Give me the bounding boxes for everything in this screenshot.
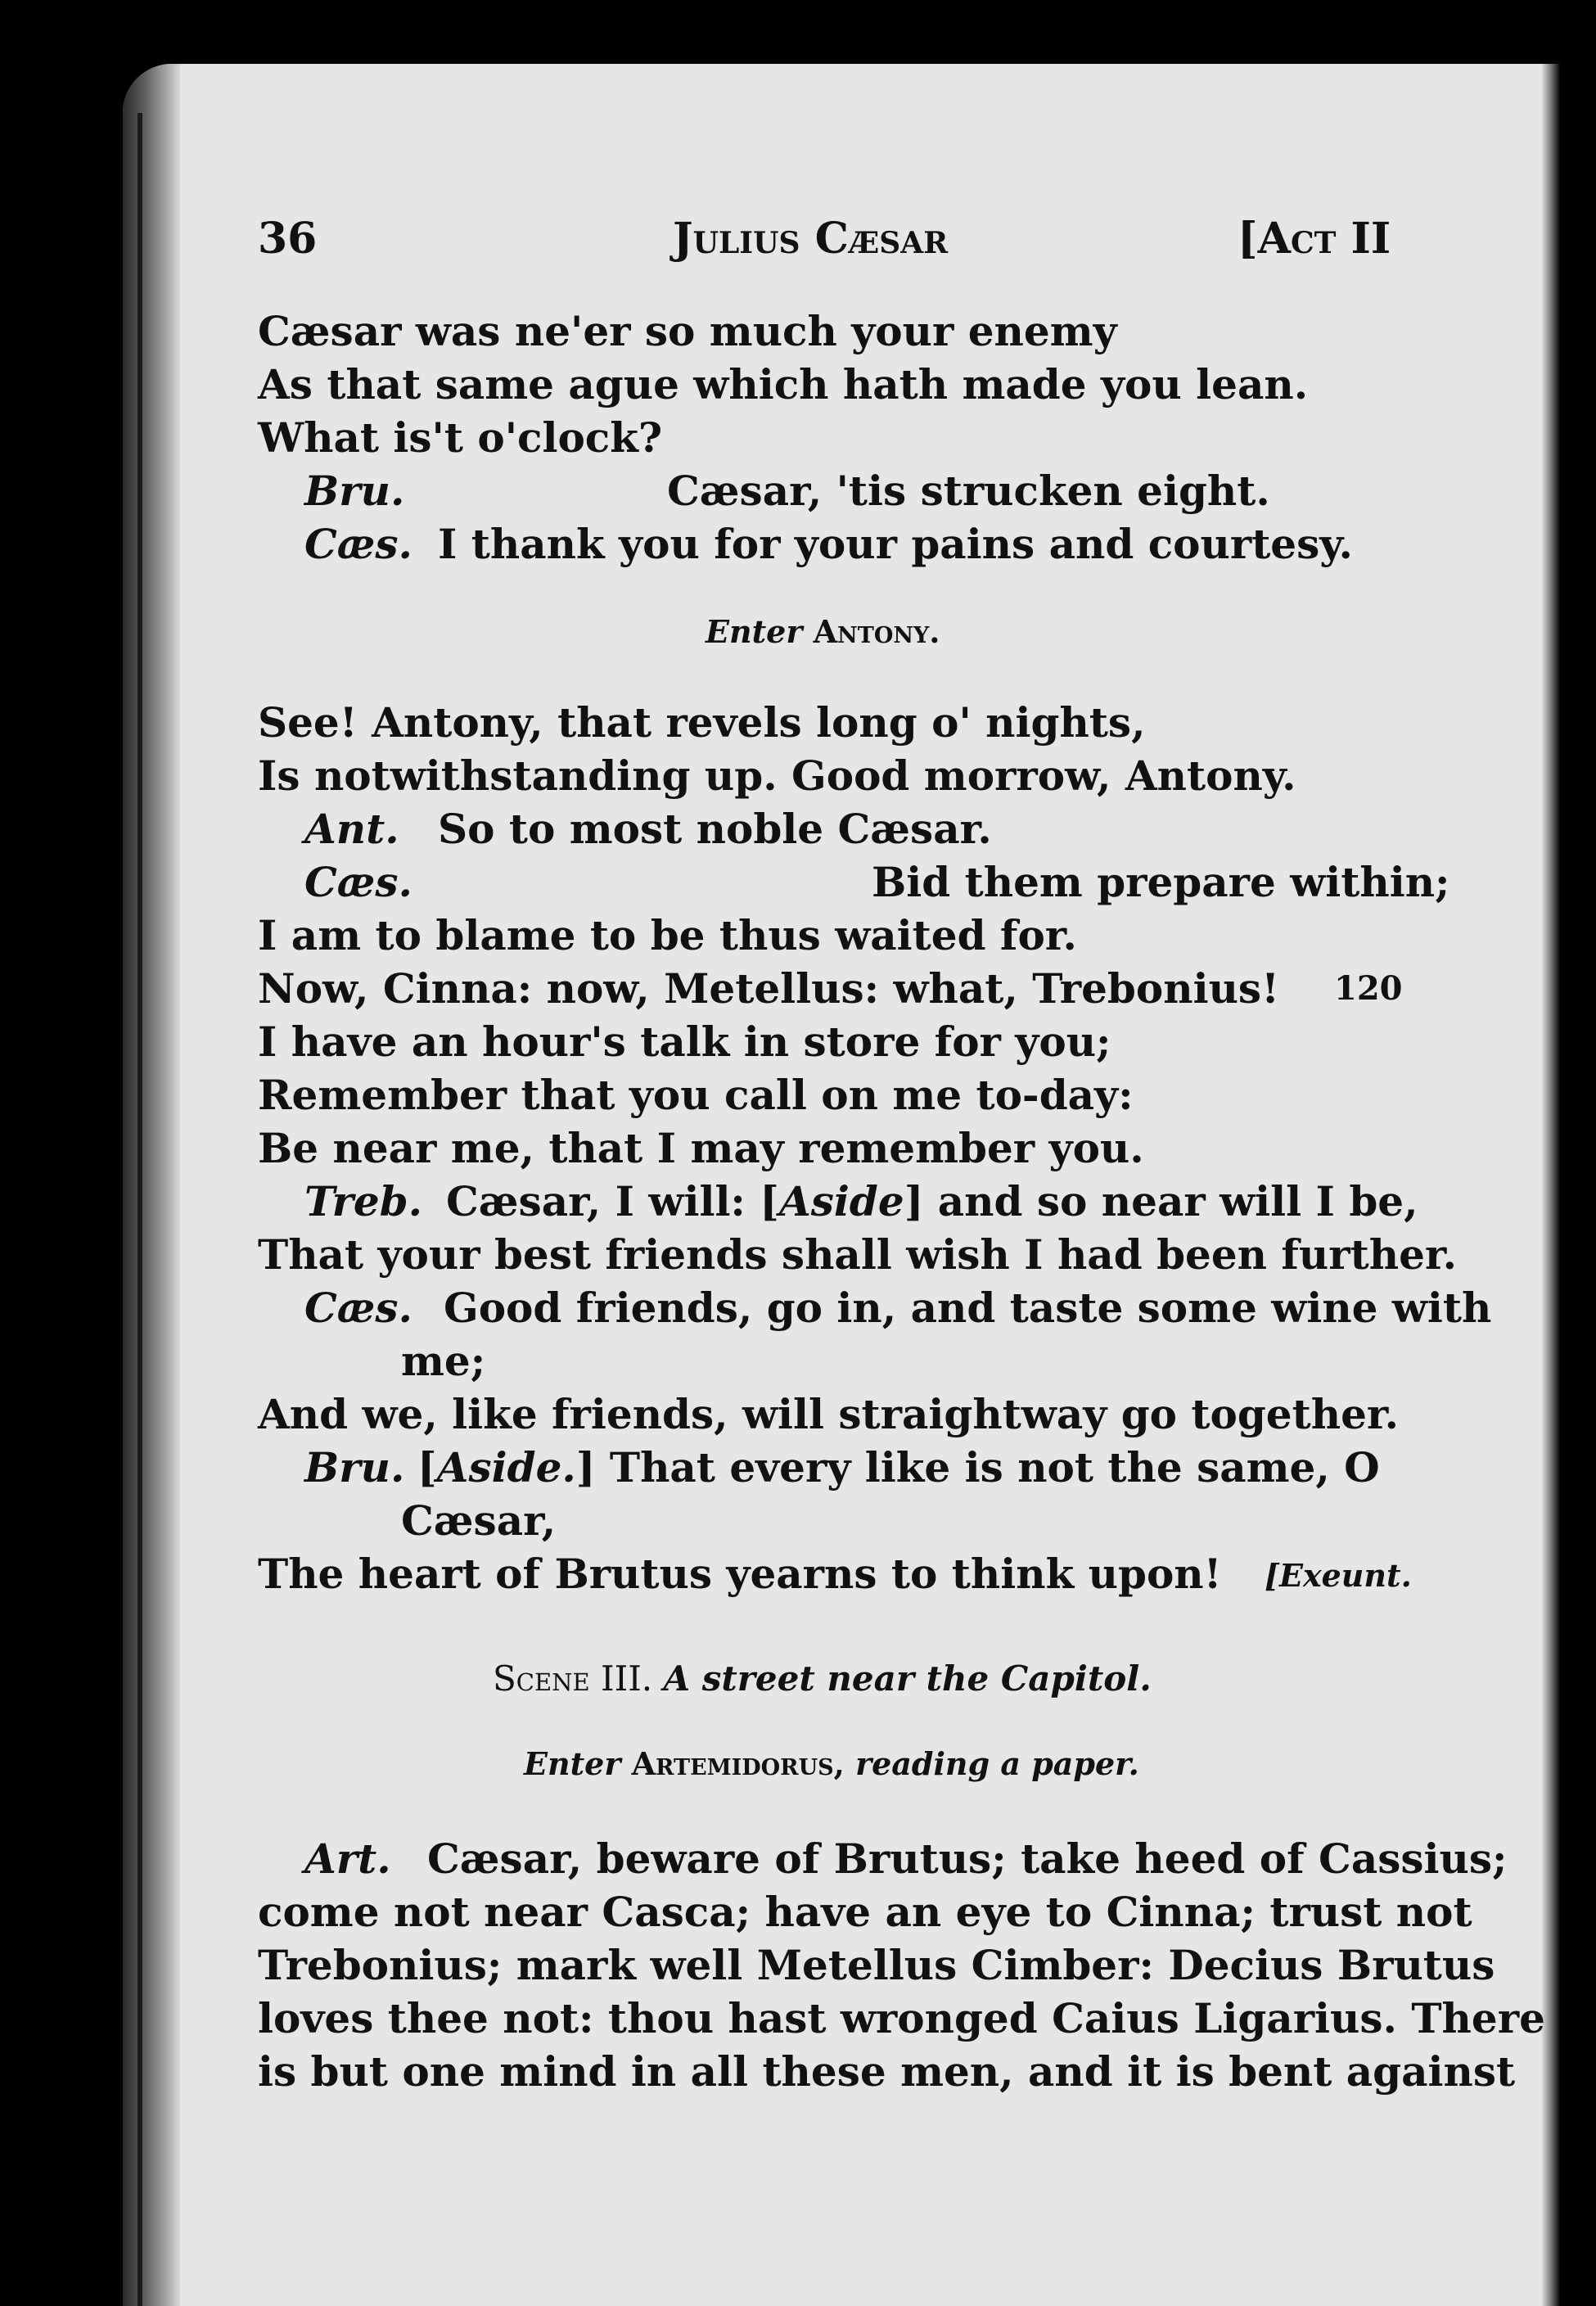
act-label: [Act II [1238,214,1391,264]
spine-edge-line [138,113,142,2306]
speaker-name: Bru. [304,1443,405,1491]
verse-line: I have an hour's talk in store for you; [258,1018,1111,1066]
stage-direction [524,1745,1139,1782]
stage-character: Artemidorus, [631,1745,845,1782]
verse-line: Be near me, that I may remember you. [258,1124,1144,1172]
verse-line: I am to blame to be thus waited for. [258,911,1077,959]
scene-label: Scene III. [493,1658,653,1699]
verse-line: Good friends, go in, and taste some wine with [444,1284,1492,1332]
running-title: Julius Cæsar [673,214,949,264]
verse-line: Now, Cinna: now, Metellus: what, Trebonius! [258,964,1280,1013]
prose-line: Trebonius; mark well Metellus Cimber: Decius Brutus [258,1941,1495,1989]
prose-line: Cæsar, beware of Brutus; take heed of Cassius; [427,1834,1508,1883]
verse-line: Bid them prepare within; [872,858,1450,906]
verse-line: Is notwithstanding up. Good morrow, Antony. [258,751,1296,800]
page-right-edge [1541,64,1559,2306]
verse-line: I thank you for your pains and courtesy. [438,520,1353,568]
stage-enter-word: Enter [524,1745,621,1782]
speaker-name: Ant. [304,805,399,853]
verse-line: Cæsar was ne'er so much your enemy [258,307,1117,355]
scene-location: A street near the Capitol. [663,1658,1152,1699]
verse-line-continuation: Cæsar, [401,1496,557,1545]
verse-line: Remember that you call on me to-day: [258,1071,1134,1119]
prose-line: is but one mind in all these men, and it is bent against [258,2047,1516,2096]
verse-line: So to most noble Cæsar. [438,805,992,853]
verse-line-continuation: me; [401,1337,486,1385]
prose-line: come not near Casca; have an eye to Cinna; trust not [258,1888,1472,1936]
speaker-name: Art. [304,1834,391,1883]
verse-line: And we, like friends, will straightway go together. [258,1390,1400,1438]
line-number: 120 [1334,969,1403,1008]
book-page [123,64,1559,2306]
verse-line: That your best friends shall wish I had been further. [258,1230,1458,1279]
speaker-name: Cæs. [304,520,413,568]
page-number: 36 [258,214,318,264]
verse-line: The heart of Brutus yearns to think upon! [258,1550,1222,1598]
speaker-name: Cæs. [304,858,413,906]
scene-heading [493,1658,1152,1699]
verse-line: What is't o'clock? [258,413,663,462]
speaker-name: Treb. [304,1177,423,1225]
stage-enter-word: Enter [706,613,803,650]
speaker-name: Cæs. [304,1284,413,1332]
speaker-name: Bru. [304,467,405,515]
verse-line: [Aside.] That every like is not the same, O [417,1443,1380,1491]
book-spine-shadow [123,64,180,2306]
prose-line: loves thee not: thou hast wronged Caius Ligarius. There [258,1994,1545,2042]
verse-line: As that same ague which hath made you lean. [258,360,1309,408]
verse-line: Cæsar, I will: [Aside] and so near will I be, [446,1177,1418,1225]
stage-direction-exeunt: [Exeunt. [1265,1557,1412,1594]
stage-action: reading a paper. [855,1745,1139,1782]
verse-line: Cæsar, 'tis strucken eight. [667,467,1270,515]
stage-direction [706,613,940,650]
verse-line: See! Antony, that revels long o' nights, [258,698,1146,747]
stage-character: Antony. [813,613,940,650]
